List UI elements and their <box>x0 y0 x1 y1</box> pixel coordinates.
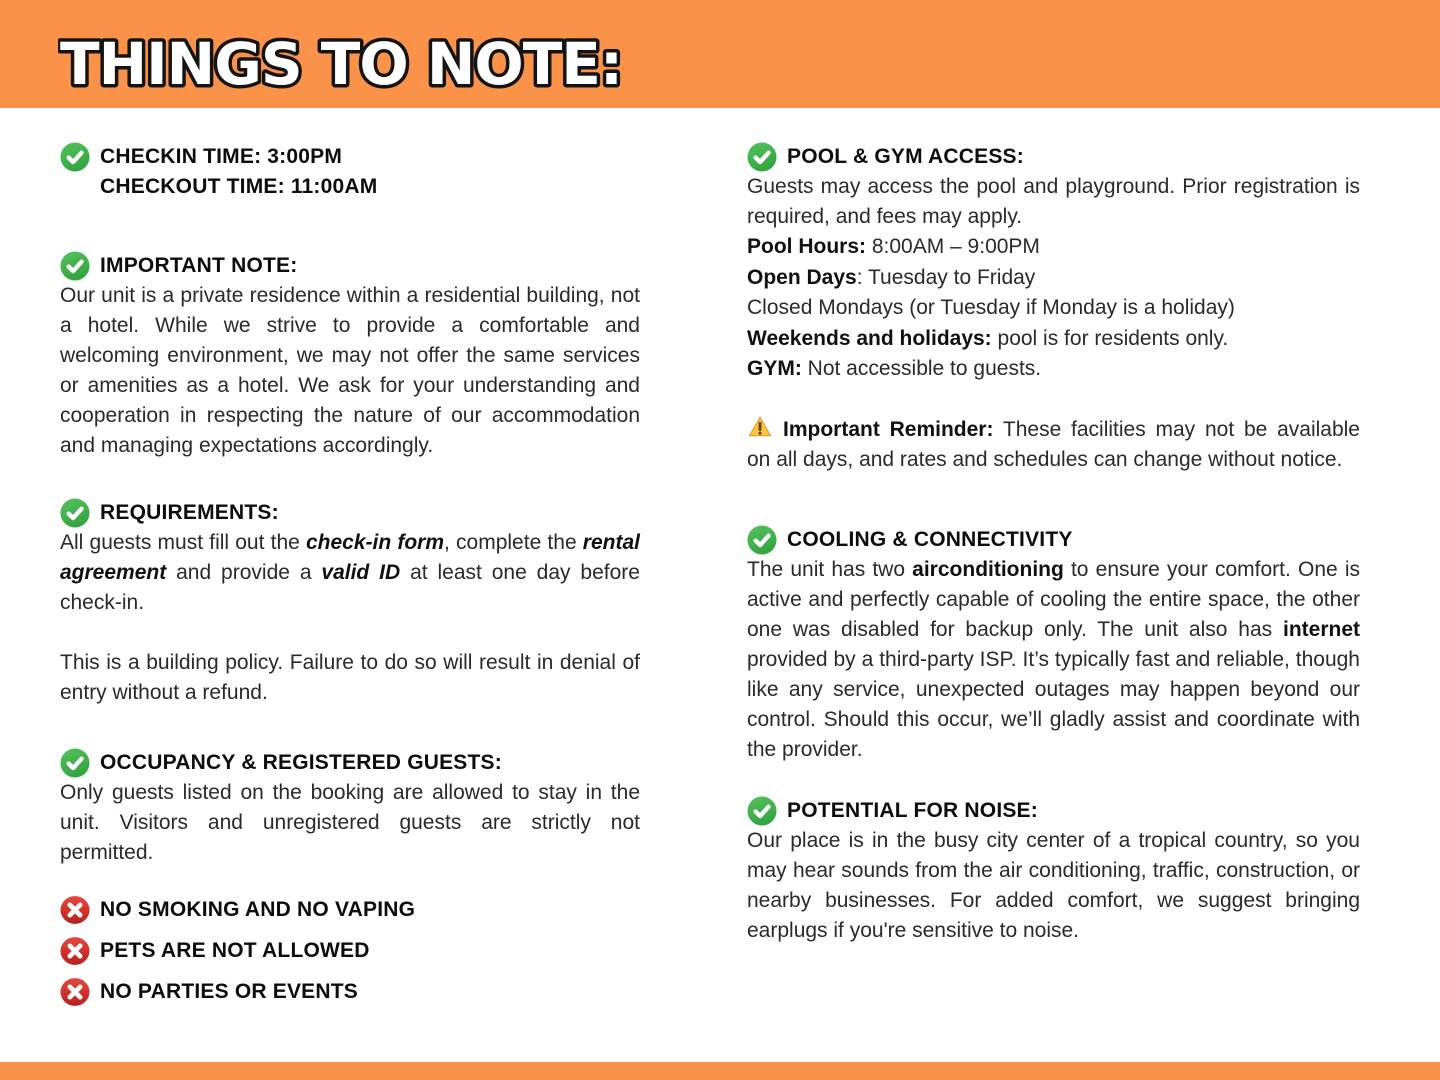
text-segment: Our place is in the busy city center of a tropical country, so you may hear sounds from the air conditioning, traffic, construction, or nearby businesses. For added comfort, we suggest bringing earplugs if you're sensitive to noise. <box>747 828 1360 942</box>
noise-heading: POTENTIAL FOR NOISE: <box>787 798 1038 822</box>
text-segment: valid ID <box>321 561 401 584</box>
occupancy-text <box>60 778 640 868</box>
text-segment: provided by a third-party ISP. It’s typically fast and reliable, though like any service, unexpected outages may happen beyond our control. Should this occur, we’ll gladly assist and coordinate with the provider. <box>747 647 1360 761</box>
text-segment: : Tuesday to Friday <box>856 265 1036 289</box>
section-pool-gym <box>747 142 1360 385</box>
cooling-text <box>747 555 1360 765</box>
text-segment: Weekends and holidays: <box>747 326 992 350</box>
text-segment: rental agreement <box>60 531 640 584</box>
section-potential-noise <box>747 796 1360 946</box>
left-column <box>60 142 640 1018</box>
check-icon <box>747 525 777 555</box>
cross-icon <box>60 895 90 925</box>
rule-no-smoking <box>60 895 640 925</box>
text-segment: airconditioning <box>912 557 1064 581</box>
weekends-holidays-line <box>747 324 1360 355</box>
text-segment: pool is for residents only. <box>991 326 1229 350</box>
text-segment: , complete the <box>444 531 583 554</box>
text-segment: Pool Hours: <box>747 235 866 258</box>
check-icon <box>747 796 777 826</box>
requirements-heading: REQUIREMENTS: <box>100 501 279 524</box>
section-cooling-connectivity <box>747 525 1360 765</box>
page-title <box>58 24 738 108</box>
right-column <box>747 142 1360 1018</box>
important-note-heading: IMPORTANT NOTE: <box>100 254 298 277</box>
text-segment: and provide a <box>166 561 322 584</box>
check-icon <box>60 142 90 172</box>
content-area <box>0 108 1440 1018</box>
section-checkin-times <box>60 142 640 202</box>
text-segment: These facilities may not be available on all days, and rates and schedules can change without notice. <box>747 417 1360 471</box>
text-segment: at least one day before check-in. <box>60 561 640 614</box>
text-segment: check-in form <box>305 531 445 554</box>
text-segment: internet <box>1282 617 1360 641</box>
text-segment: This is a building policy. Failure to do so will result in denial of entry without a refund. <box>60 651 640 704</box>
header-banner <box>0 0 1440 108</box>
prohibited-list <box>60 895 640 1007</box>
pool-gym-heading: POOL & GYM ACCESS: <box>787 145 1024 168</box>
text-segment: Guests may access the pool and playground. Prior registration is required, and fees may apply. <box>747 175 1360 228</box>
gym-line <box>747 354 1360 385</box>
text-segment: to ensure your comfort. One is active and perfectly capable of cooling the entire space, the other one was disabled for backup only. The unit also has <box>747 557 1360 641</box>
pool-intro-text <box>747 172 1360 232</box>
rule-label: PETS ARE NOT ALLOWED <box>100 939 370 962</box>
text-segment: The unit has two <box>747 557 913 581</box>
rule-no-pets <box>60 936 640 966</box>
text-segment: Only guests listed on the booking are allowed to stay in the unit. Visitors and unregistered guests are strictly not permitted. <box>60 781 640 864</box>
text-segment: GYM: <box>747 357 802 380</box>
requirements-text <box>60 528 640 618</box>
check-icon <box>60 748 90 778</box>
noise-text <box>747 826 1360 946</box>
page-title-text: THINGS TO NOTE: <box>60 30 623 98</box>
occupancy-heading: OCCUPANCY & REGISTERED GUESTS: <box>100 751 502 774</box>
cross-icon <box>60 936 90 966</box>
text-segment: Our unit is a private residence within a residential building, not a hotel. While we strive to provide a comfortable and welcoming environment, we may not offer the same services or amenities as a hotel. We ask for your understanding and cooperation in respecting the nature of our accommodation and managing expectations accordingly. <box>60 284 640 457</box>
open-days-line <box>747 263 1360 294</box>
text-segment: 8:00AM – 9:00PM <box>866 235 1040 258</box>
check-icon <box>60 498 90 528</box>
text-segment: Closed Mondays (or Tuesday if Monday is a holiday) <box>747 296 1235 319</box>
text-segment: Open Days <box>747 265 857 289</box>
checkout-time-label: CHECKOUT TIME: 11:00AM <box>100 175 378 198</box>
closed-mondays-line <box>747 293 1360 324</box>
footer-accent-bar <box>0 1062 1440 1080</box>
text-segment: Not accessible to guests. <box>801 357 1042 380</box>
rule-label: NO SMOKING AND NO VAPING <box>100 898 416 921</box>
warning-icon <box>747 415 773 439</box>
important-note-text <box>60 281 640 461</box>
rule-no-parties <box>60 977 640 1007</box>
check-icon <box>747 142 777 172</box>
cooling-heading: COOLING & CONNECTIVITY <box>787 527 1073 551</box>
cross-icon <box>60 977 90 1007</box>
check-icon <box>60 251 90 281</box>
rule-label: NO PARTIES OR EVENTS <box>100 980 358 1003</box>
section-occupancy <box>60 748 640 868</box>
text-segment: Important Reminder: <box>783 417 994 441</box>
pool-hours-line <box>747 232 1360 263</box>
section-requirements <box>60 498 640 708</box>
checkin-time-label: CHECKIN TIME: 3:00PM <box>100 145 343 168</box>
section-important-reminder <box>747 415 1360 475</box>
important-reminder-text <box>747 415 1360 475</box>
section-important-note <box>60 251 640 461</box>
text-segment: All guests must fill out the <box>60 531 306 554</box>
building-policy-text <box>60 648 640 708</box>
